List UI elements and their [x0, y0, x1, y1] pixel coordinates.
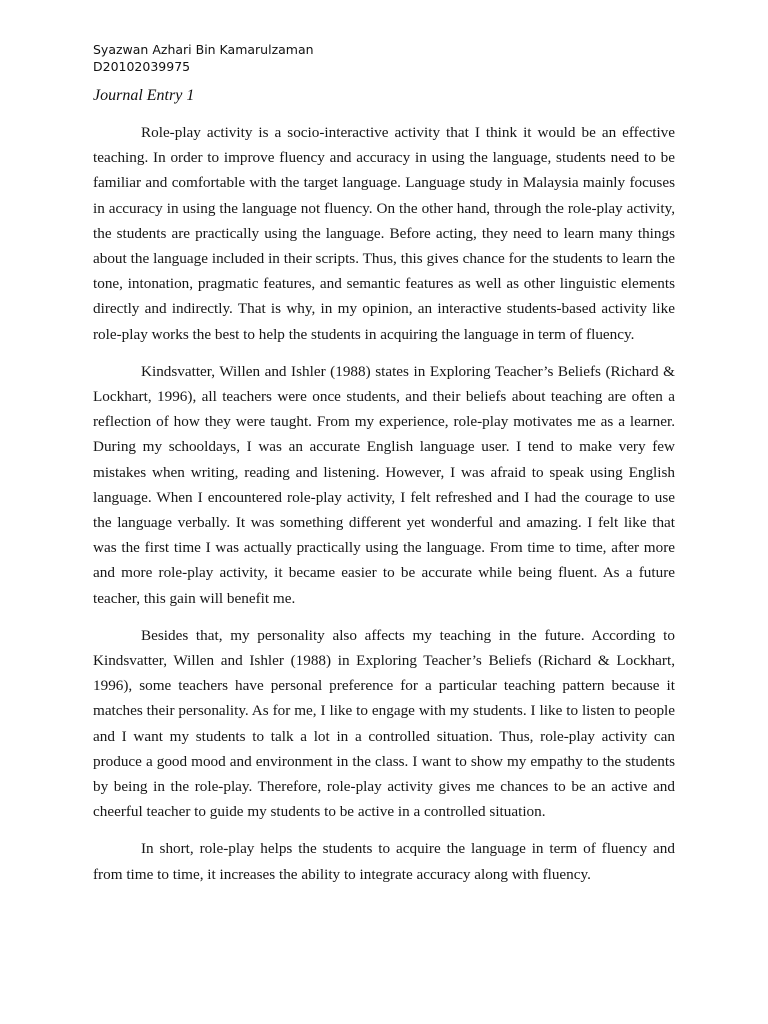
- author-block: [93, 41, 314, 75]
- paragraph-2: Kindsvatter, Willen and Ishler (1988) states in Exploring Teacher’s Beliefs (Richard & Lockhart, 1996), all teachers were once students, and their beliefs about teaching are often a reflection of how they were taught. From my experience, role-play motivates me as a learner. During my schooldays, I was an accurate English language user. I tend to make very few mistakes when writing, reading and listening. However, I was afraid to speak using English language. When I encountered role-play activity, I felt refreshed and I had the courage to use the language verbally. It was something different yet wonderful and amazing. I felt like that was the first time I was actually practically using the language. From time to time, after more and more role-play activity, it became easier to be accurate while being fluent. As a future teacher, this gain will benefit me.: [93, 362, 675, 607]
- journal-entry-title: Journal Entry 1: [93, 87, 195, 104]
- paragraph-1: Role-play activity is a socio-interactive activity that I think it would be an effective teaching. In order to improve fluency and accuracy in using the language, students need to be familiar and comfortable with the target language. Language study in Malaysia mainly focuses in accuracy in using the language not fluency. On the other hand, through the role-play activity, the students are practically using the language. Before acting, they need to learn many things about the language included in their scripts. Thus, this gives chance for the students to learn the tone, intonation, pragmatic features, and semantic features as well as other linguistic elements directly and indirectly. That is why, in my opinion, an interactive students-based activity like role-play works the best to help the students in acquiring the language in term of fluency.: [93, 124, 675, 343]
- journal-body: [93, 120, 675, 899]
- paragraph-3: Besides that, my personality also affects my teaching in the future. According to Kindsvatter, Willen and Ishler (1988) in Exploring Teacher’s Beliefs (Richard & Lockhart, 1996), some teachers have personal preference for a particular teaching pattern because it matches their personality. As for me, I like to engage with my students. I like to listen to people and I want my students to talk a lot in a controlled situation. Thus, role-play activity can produce a good mood and environment in the class. I want to show my empathy to the students by being in the role-play. Therefore, role-play activity gives me chances to be an active and cheerful teacher to guide my students to be active in a controlled situation.: [93, 626, 675, 821]
- paragraph-4: In short, role-play helps the students to acquire the language in term of fluency and from time to time, it increases the ability to integrate accuracy along with fluency.: [93, 840, 675, 883]
- student-id: D20102039975: [93, 59, 191, 74]
- author-name: Syazwan Azhari Bin Kamarulzaman: [93, 42, 314, 57]
